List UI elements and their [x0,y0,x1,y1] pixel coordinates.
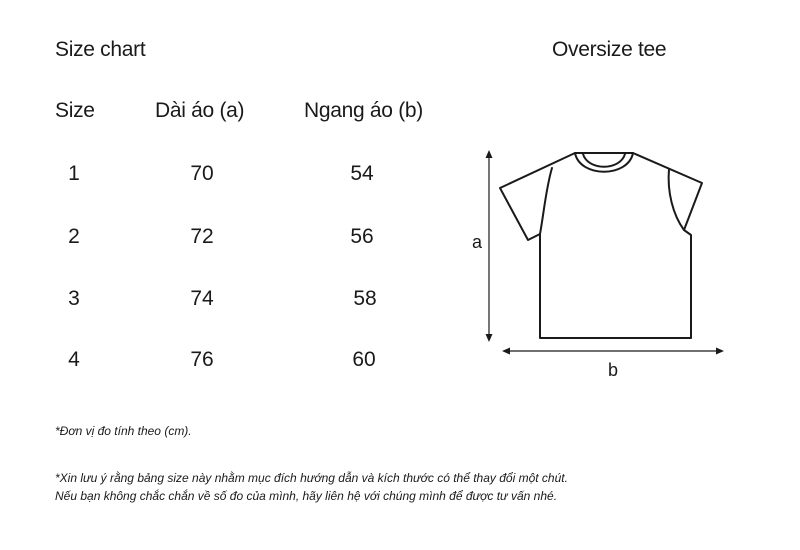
table-cell-width: 56 [350,225,374,248]
product-name: Oversize tee [552,38,667,61]
tshirt-diagram [470,140,740,390]
table-cell-size: 3 [68,287,80,310]
tshirt-outline-icon [470,140,740,390]
column-header-length: Dài áo (a) [155,99,245,122]
table-cell-width: 54 [350,162,374,185]
measure-label-a: a [472,232,483,252]
table-cell-length: 70 [190,162,214,185]
column-header-size: Size [55,99,95,122]
page-title: Size chart [55,38,146,61]
table-cell-width: 60 [352,348,376,371]
table-cell-width: 58 [353,287,377,310]
table-cell-length: 74 [190,287,214,310]
disclaimer-line-2: Nếu bạn không chắc chắn về số đo của mình, hãy liên hệ với chúng mình để được tư vấn nhé. [55,489,558,503]
table-cell-size: 4 [68,348,80,371]
table-cell-length: 76 [190,348,214,371]
table-cell-length: 72 [190,225,214,248]
column-header-width: Ngang áo (b) [304,99,423,122]
disclaimer-line-1: *Xin lưu ý rằng bảng size này nhằm mục đích hướng dẫn và kích thước có thể thay đổi một chút. [55,471,568,485]
measure-label-b: b [608,360,619,380]
table-cell-size: 1 [68,162,80,185]
unit-note: *Đơn vị đo tính theo (cm). [55,424,192,438]
table-cell-size: 2 [68,225,80,248]
